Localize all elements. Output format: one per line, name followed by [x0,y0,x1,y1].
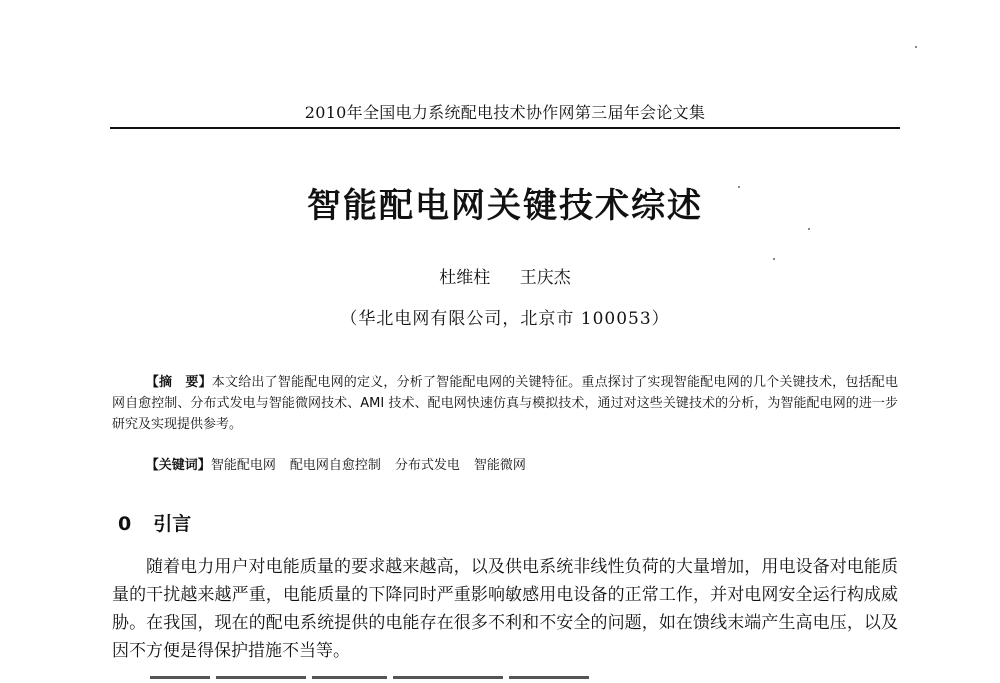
keyword: 分布式发电 [394,458,460,473]
abstract-text: 本文给出了智能配电网的定义，分析了智能配电网的关键特征。重点探讨了实现智能配电网的几个关键技术，包括配电网自愈控制、分布式发电与智能微网技术、AMI 技术、配电网快速仿真与模拟技术，通过对这些关键技术的分析，为智能配电网的进一步研究及实现提供参考。 [112,375,898,432]
abstract-label: 【摘 要】 [145,375,212,390]
author-name: 王庆杰 [519,268,571,288]
scan-speck [773,258,775,260]
keyword: 智能配电网 [210,458,276,473]
keywords [112,455,898,476]
keywords-label: 【关键词】 [145,458,211,473]
paper-title: 智能配电网关键技术综述 [307,186,703,226]
scan-speck [738,186,740,188]
keyword: 配电网自愈控制 [289,458,381,473]
body-paragraph: 随着电力用户对电能质量的要求越来越高，以及供电系统非线性负荷的大量增加，用电设备对电能质量的干扰越来越严重，电能质量的下降同时严重影响敏感用电设备的正常工作，并对电网安全运行构成威胁。在我国，现在的配电系统提供的电能存在很多不利和不安全的问题，如在馈线末端产生高电压，以及因不方便是得保护措施不当等。 [112,557,898,661]
section-number: 0 [118,513,132,535]
author-name: 杜维柱 [439,268,491,288]
abstract [112,372,898,435]
header-rule [110,127,900,129]
section-heading [118,509,191,536]
running-header: 2010年全国电力系统配电技术协作网第三届年会论文集 [304,103,706,122]
author-list [110,263,900,288]
keyword: 智能微网 [473,458,526,473]
scan-speck [915,46,917,48]
scan-speck [808,228,810,230]
affiliation: （华北电网有限公司，北京市 100053） [340,309,670,329]
section-title: 引言 [153,513,192,535]
cutoff-text-line [150,676,670,683]
